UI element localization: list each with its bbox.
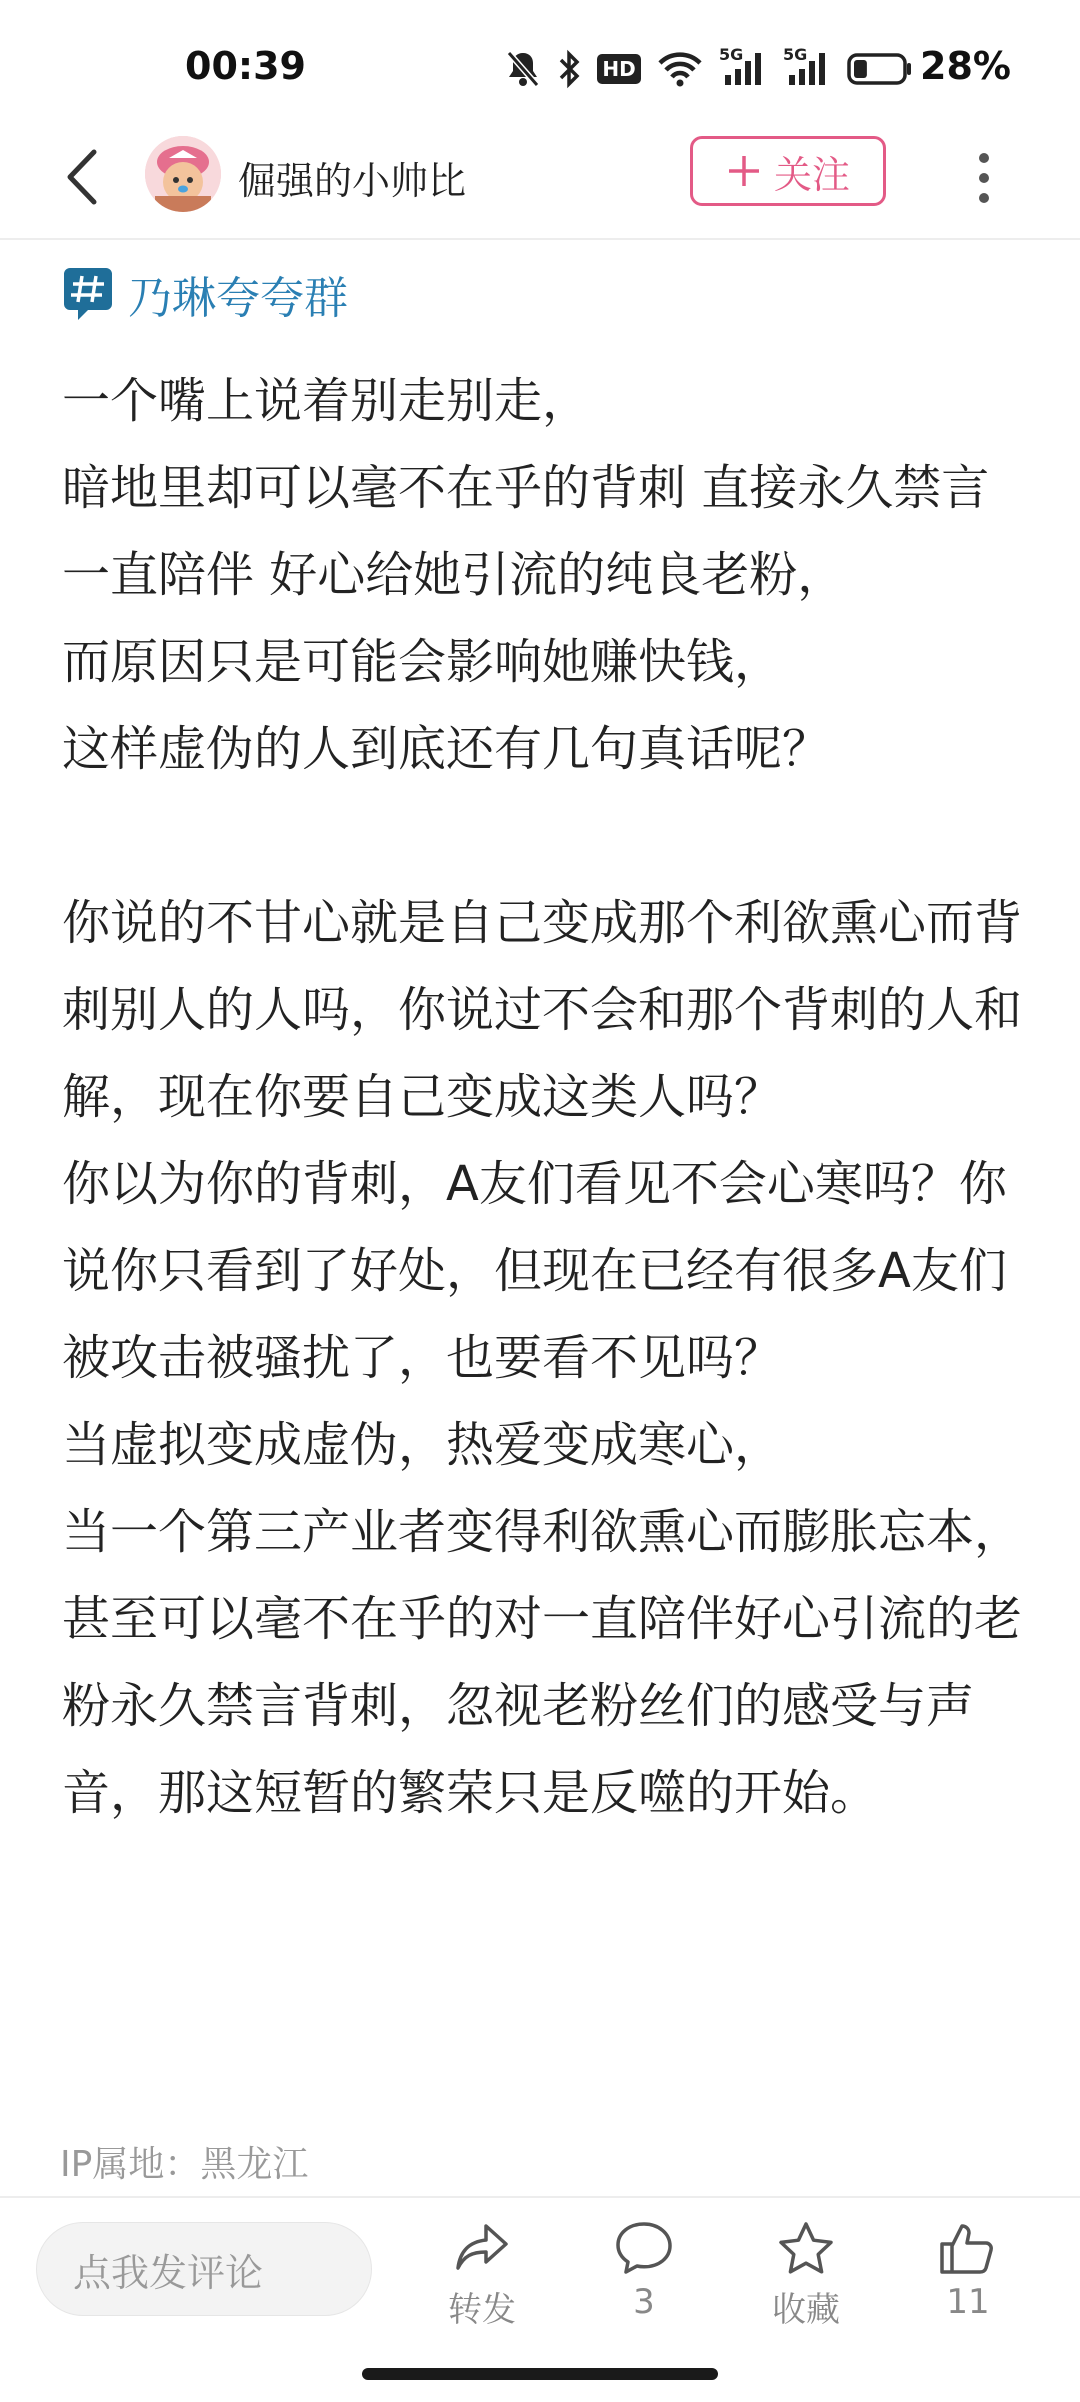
username[interactable]: 倔强的小帅比 (238, 159, 467, 203)
status-icons (505, 46, 913, 92)
like-button[interactable] (898, 2220, 1038, 2340)
hashtag-icon (62, 266, 114, 322)
follow-label: 关注 (773, 152, 850, 197)
avatar[interactable] (145, 136, 221, 212)
post-paragraph: 你说的不甘心就是自己变成那个利欲熏心而背刺别人的人吗，你说过不会和那个背刺的人和解，现在你要自己变成这类人吗？ 你以为你的背刺，A友们看见不会心寒吗？你说你只看到了好处，但现在已经有很多A友们被攻击被骚扰了，也要看不见吗？ 当虚拟变成虚伪，热爱变成寒心， 当一个第三产业者变得利欲熏心而膨胀忘本，甚至可以毫不在乎的对一直陪伴好心引流的老粉永久禁言背刺，忽视老粉丝们的感受与声音，那这短暂的繁荣只是反噬的开始。 (62, 895, 1023, 1821)
comment-icon (614, 2220, 674, 2276)
signal-5g-icon (783, 45, 831, 89)
thumbs-up-icon (938, 2220, 998, 2276)
comment-count: 3 (633, 2282, 655, 2322)
paragraph-gap (62, 793, 1022, 880)
home-indicator[interactable] (362, 2368, 718, 2380)
hd-voice-icon (597, 54, 641, 84)
follow-button[interactable] (690, 136, 886, 206)
post-content (62, 358, 1022, 1837)
post-paragraph: 一个嘴上说着别走别走， 暗地里却可以毫不在乎的背刺 直接永久禁言 一直陪伴 好心给她引流的纯良老粉， 而原因只是可能会影响她赚快钱， 这样虚伪的人到底还有几句真话呢？ (62, 373, 990, 777)
share-icon (452, 2220, 512, 2276)
comment-placeholder: 点我发评论 (73, 2250, 264, 2295)
back-button[interactable] (50, 142, 120, 212)
ip-location: IP属地：黑龙江 (60, 2144, 309, 2185)
comment-input[interactable] (36, 2222, 372, 2316)
battery-percent: 28% (920, 44, 1011, 88)
plus-icon (726, 153, 762, 189)
mute-bell-icon (505, 49, 541, 89)
bluetooth-icon (557, 49, 581, 89)
back-arrow-icon (50, 142, 120, 212)
post-header (0, 120, 1080, 240)
star-icon (776, 2220, 836, 2276)
hd-badge-text: HD (602, 57, 636, 81)
share-label: 转发 (448, 2290, 516, 2330)
network-badge: 5G (719, 45, 744, 64)
battery-icon (847, 52, 913, 86)
status-bar (0, 0, 1080, 140)
favorite-label: 收藏 (772, 2290, 840, 2330)
comment-button[interactable] (574, 2220, 714, 2340)
topic-name: 乃琳夸夸群 (128, 273, 348, 324)
status-time: 00:39 (185, 44, 306, 88)
like-count: 11 (946, 2282, 990, 2322)
network-badge: 5G (783, 45, 808, 64)
more-button[interactable] (968, 146, 1000, 210)
signal-5g-icon (719, 45, 767, 89)
topic-link[interactable] (62, 264, 348, 324)
share-button[interactable] (412, 2220, 552, 2340)
more-vertical-icon (968, 146, 1000, 210)
favorite-button[interactable] (736, 2220, 876, 2340)
wifi-icon (657, 51, 703, 87)
